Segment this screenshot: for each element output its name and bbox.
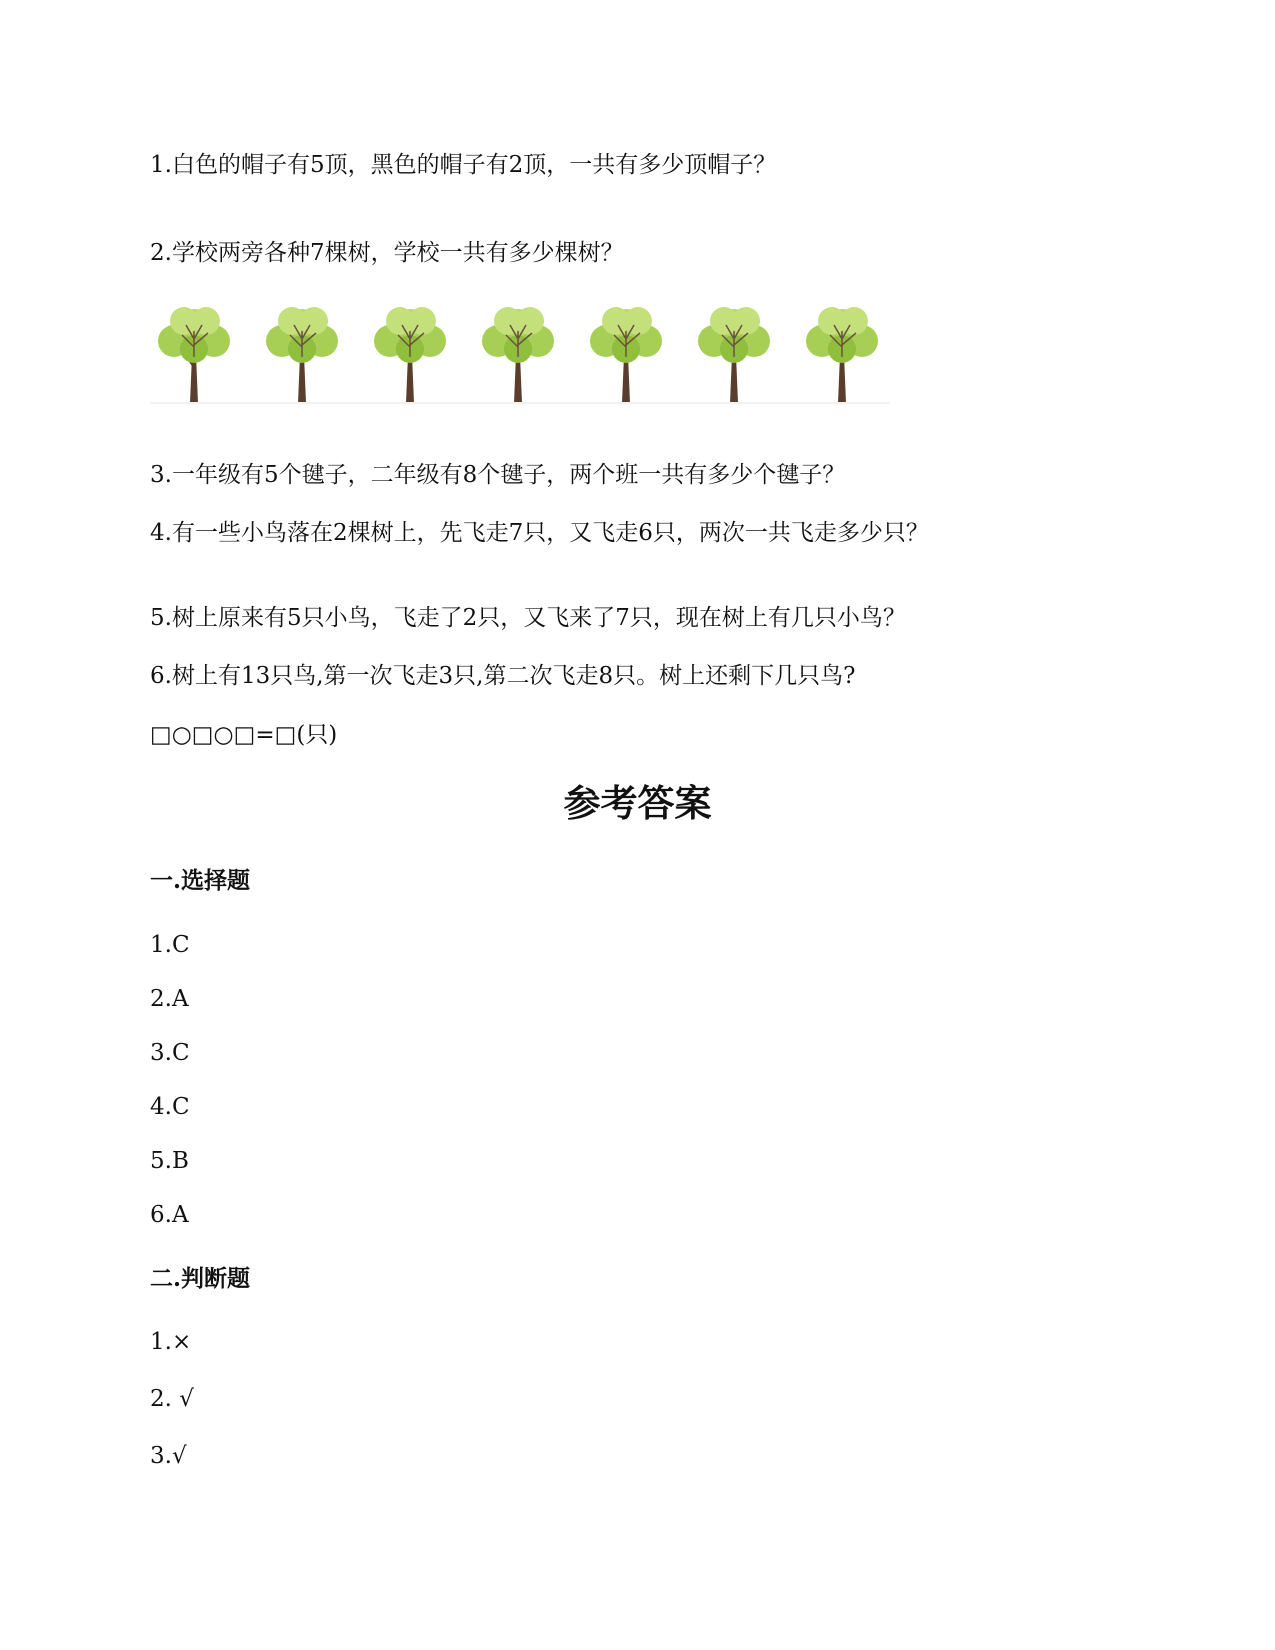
judge-answer: 3.√ bbox=[150, 1443, 187, 1469]
section-choice-heading: 一.选择题 bbox=[150, 867, 251, 894]
question-6: 6.树上有13只鸟,第一次飞走3只,第二次飞走8只。树上还剩下几只鸟? bbox=[150, 663, 856, 689]
choice-answer: 1.C bbox=[150, 932, 190, 958]
choice-answer: 6.A bbox=[150, 1202, 189, 1228]
section-judge-heading: 二.判断题 bbox=[150, 1265, 251, 1292]
tree-icon bbox=[474, 295, 562, 405]
question-5: 5.树上原来有5只小鸟，飞走了2只，又飞来了7只，现在树上有几只小鸟？ bbox=[150, 605, 906, 631]
judge-answer: 1.× bbox=[150, 1329, 192, 1355]
question-4: 4.有一些小鸟落在2棵树上，先飞走7只，又飞走6只，两次一共飞走多少只？ bbox=[150, 520, 929, 546]
answer-formula: □○□○□=□(只) bbox=[150, 722, 338, 748]
choice-answer: 3.C bbox=[150, 1040, 190, 1066]
tree-icon bbox=[690, 295, 778, 405]
tree-icon bbox=[366, 295, 454, 405]
question-2: 2.学校两旁各种7棵树，学校一共有多少棵树？ bbox=[150, 240, 624, 266]
choice-answer: 5.B bbox=[150, 1148, 189, 1174]
question-3: 3.一年级有5个毽子，二年级有8个毽子，两个班一共有多少个毽子？ bbox=[150, 462, 846, 488]
tree-icon bbox=[150, 295, 238, 405]
tree-icon bbox=[582, 295, 670, 405]
tree-icon bbox=[258, 295, 346, 405]
question-1: 1.白色的帽子有5顶，黑色的帽子有2顶，一共有多少顶帽子？ bbox=[150, 152, 777, 178]
ground-line bbox=[150, 402, 890, 404]
tree-icon bbox=[798, 295, 886, 405]
choice-answer: 2.A bbox=[150, 986, 189, 1012]
answer-title: 参考答案 bbox=[563, 782, 712, 825]
judge-answer: 2. √ bbox=[150, 1386, 194, 1412]
choice-answer: 4.C bbox=[150, 1094, 190, 1120]
tree-illustration bbox=[150, 290, 900, 405]
